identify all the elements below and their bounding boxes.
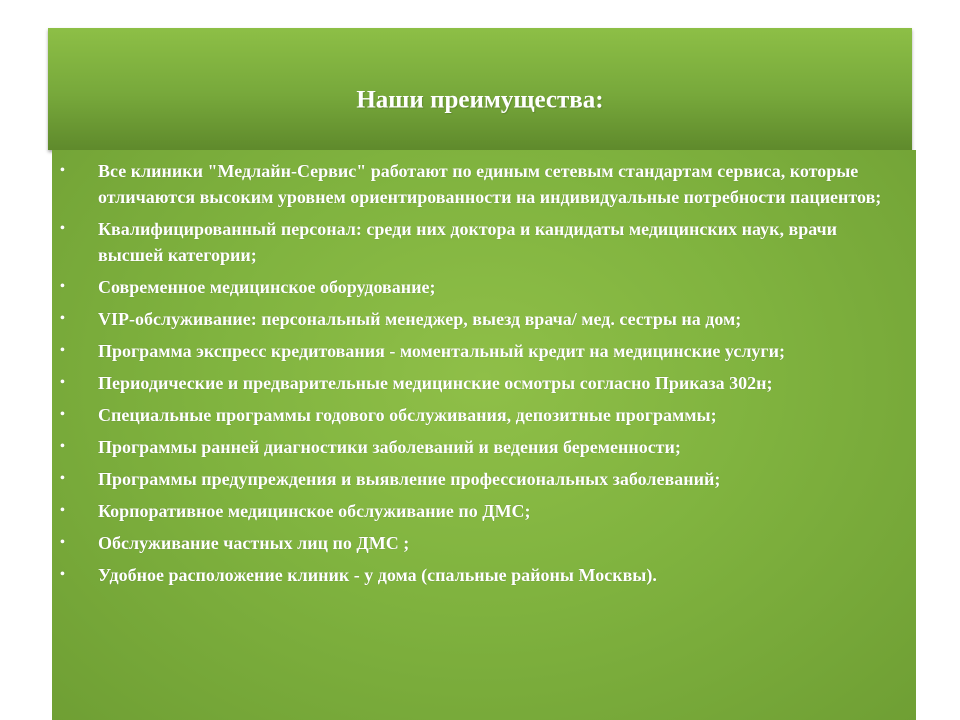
bullet-icon: • <box>60 311 65 326</box>
bullet-icon: • <box>60 471 65 486</box>
list-item: • Обслуживание частных лиц по ДМС ; <box>52 530 896 556</box>
bullet-icon: • <box>60 279 65 294</box>
bullet-icon: • <box>60 503 65 518</box>
list-item: • Периодические и предварительные медицинские осмотры согласно Приказа 302н; <box>52 370 896 396</box>
content-box <box>52 150 916 720</box>
bullet-icon: • <box>60 221 65 236</box>
list-item: • VIP-обслуживание: персональный менеджер, выезд врача/ мед. сестры на дом; <box>52 306 896 332</box>
advantages-list <box>52 158 896 594</box>
list-item: • Программы предупреждения и выявление профессиональных заболеваний; <box>52 466 896 492</box>
list-item: • Квалифицированный персонал: среди них доктора и кандидаты медицинских наук, врачи высшей категории; <box>52 216 896 268</box>
slide-title: Наши преимущества: <box>356 86 604 114</box>
bullet-icon: • <box>60 439 65 454</box>
list-item: • Современное медицинское оборудование; <box>52 274 896 300</box>
bullet-icon: • <box>60 535 65 550</box>
title-box <box>48 28 912 150</box>
list-item: • Специальные программы годового обслуживания, депозитные программы; <box>52 402 896 428</box>
bullet-icon: • <box>60 375 65 390</box>
bullet-icon: • <box>60 343 65 358</box>
list-item: • Удобное расположение клиник - у дома (спальные районы Москвы). <box>52 562 896 588</box>
bullet-icon: • <box>60 407 65 422</box>
list-item: • Все клиники "Медлайн-Сервис" работают по единым сетевым стандартам сервиса, которые отличаются высоким уровнем ориентированности на индивидуальные потребности пациентов; <box>52 158 896 210</box>
list-item: • Программа экспресс кредитования - моментальный кредит на медицинские услуги; <box>52 338 896 364</box>
list-item: • Корпоративное медицинское обслуживание по ДМС; <box>52 498 896 524</box>
list-item: • Программы ранней диагностики заболеваний и ведения беременности; <box>52 434 896 460</box>
bullet-icon: • <box>60 163 65 178</box>
bullet-icon: • <box>60 567 65 582</box>
